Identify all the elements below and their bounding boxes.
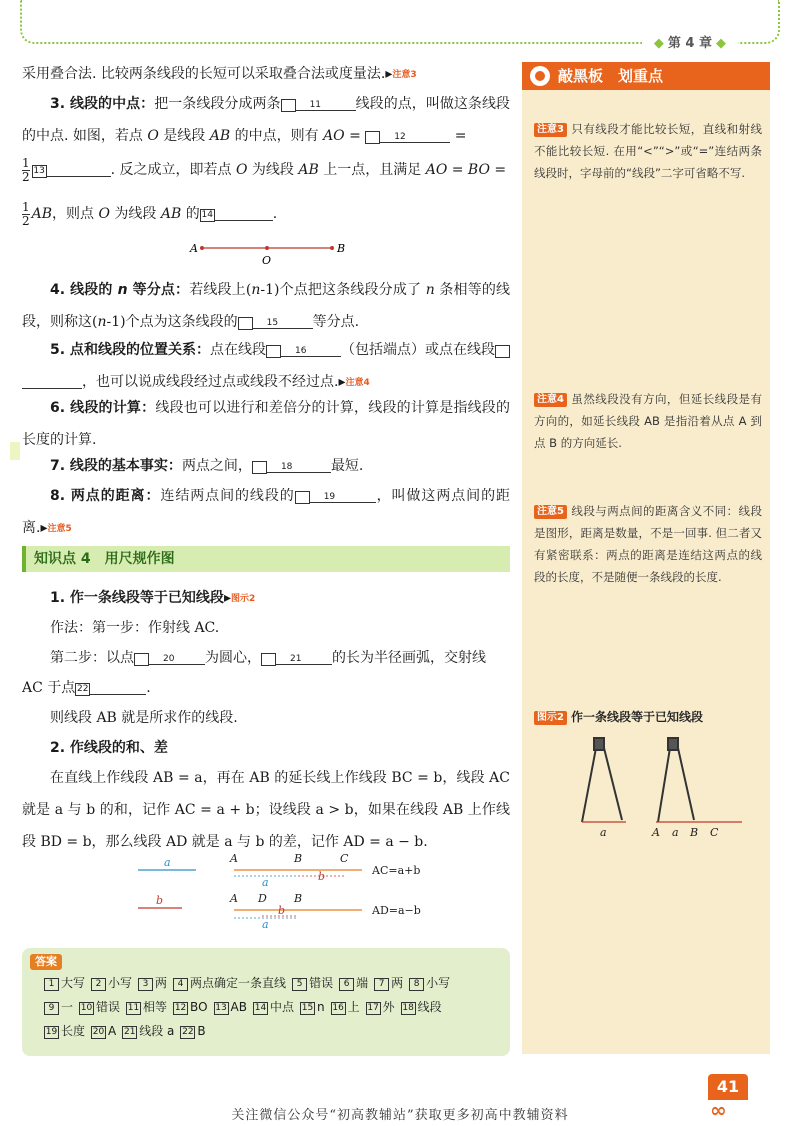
construct-title: 1. 作一条线段等于已知线段▸图示2 (50, 590, 256, 606)
sumdiff-title: 2. 作线段的和、差 (50, 740, 168, 756)
answer-item (173, 998, 207, 1016)
answer-row-3 (44, 1022, 212, 1040)
blank-16[interactable] (281, 341, 341, 357)
answer-text: A (108, 1024, 117, 1038)
label-a: a (164, 856, 171, 869)
sum-diff-figure (122, 848, 442, 928)
answer-box (22, 948, 510, 1056)
side-figure-title: 图示2 作一条线段等于已知线段 (534, 708, 703, 725)
blank-15[interactable] (253, 313, 313, 329)
answer-item (126, 998, 167, 1016)
answer-item (253, 998, 294, 1016)
answer-item (91, 1022, 116, 1040)
answer-item (91, 974, 132, 992)
note-ref-3[interactable]: 注意3 (392, 70, 417, 80)
fig2-B1: B (294, 852, 303, 865)
answer-item (214, 998, 247, 1016)
blank-13[interactable] (47, 161, 111, 177)
answer-tag: 答案 (30, 954, 62, 970)
answer-number: 18 (402, 1003, 414, 1013)
midpoint-line3: $\frac{1}{2}$ 13 . 反之成立，即若点 O 为线段 AB 上一点，且满足 AO = BO = (22, 155, 507, 184)
intro-line: 采用叠合法. 比较两条线段的长短可以采取叠合法或度量法.▸注意3 (22, 66, 417, 82)
construct-step2: 第二步：以点 20 为圆心， 21 的长为半径画弧，交射线 (50, 650, 486, 666)
answer-text: 小写 (426, 976, 451, 990)
fig2-A1: A (230, 852, 238, 865)
answer-number: 3 (138, 978, 153, 991)
fig2-C: C (340, 852, 349, 865)
blank-22[interactable] (90, 679, 146, 695)
chapter-tag: ◆ 第 4 章 ◆ (642, 32, 738, 51)
answer-item (138, 974, 167, 992)
answer-item (44, 998, 73, 1016)
answer-number: 12 (174, 1003, 187, 1013)
fraction-half-2: $\frac{1}{2}$ (22, 199, 30, 228)
answer-number: 7 (374, 978, 389, 991)
compass-label-A: A (652, 826, 660, 839)
answer-number: 13 (215, 1003, 227, 1013)
side-header: 敲黑板 划重点 (522, 62, 770, 90)
side-note-4: 注意4 虽然线段没有方向，但延长线段是有方向的，如延长线段 AB 是指沿着从点 A 到点 B 的方向延长. (534, 392, 762, 450)
answer-item (339, 974, 368, 992)
answer-text: n (316, 1000, 325, 1014)
note-ref-5[interactable]: 注意5 (47, 524, 72, 534)
answer-number: 4 (173, 978, 188, 991)
answer-item (331, 998, 360, 1016)
answer-text: 错误 (96, 1000, 121, 1014)
fig2-b1: b (318, 870, 326, 883)
calc-para: 6. 线段的计算：线段也可以进行和差倍分的计算，线段的计算是指线段的长度的计算. (22, 400, 511, 448)
blank-20[interactable] (149, 649, 205, 665)
label-b: b (156, 894, 164, 907)
answer-item (180, 1022, 205, 1040)
answer-item (79, 998, 120, 1016)
answer-item (122, 1022, 174, 1040)
footer-text: 关注微信公众号“初高教辅站”获取更多初高中教辅资料 (231, 1108, 569, 1123)
answer-number: 2 (91, 978, 106, 991)
compass-label-B: B (690, 826, 699, 839)
answer-item (401, 998, 442, 1016)
answer-item (292, 974, 333, 992)
answer-text: 小写 (108, 976, 133, 990)
answer-text: 上 (347, 1000, 360, 1014)
compass-label-a2: a (672, 826, 679, 839)
page-number: 41 (708, 1074, 748, 1100)
answer-text: 中点 (269, 1000, 294, 1014)
answer-row-2 (44, 998, 448, 1016)
fig2-a2: a (262, 918, 269, 928)
megaphone-icon (530, 66, 550, 86)
blank-21[interactable] (276, 649, 332, 665)
fig2-sum: AC=a+b (372, 864, 421, 877)
blank-18[interactable] (267, 457, 331, 473)
nsplit-para: 4. 线段的 n 等分点：若线段上(n-1)个点把这条线段分成了 n 条相等的线段，则称这(n-1)个点为这条线段的 15 等分点. (22, 282, 511, 330)
fig2-A2: A (230, 892, 238, 905)
answer-number: 9 (44, 1002, 59, 1015)
label-A: A (190, 242, 198, 255)
blank-19[interactable] (310, 487, 376, 503)
answer-text: 两点确定一条直线 (190, 976, 287, 990)
answer-text: 两 (391, 976, 404, 990)
answer-item (44, 974, 85, 992)
answer-item (44, 1022, 85, 1040)
label-B: B (337, 242, 346, 255)
compass-figure (542, 732, 762, 842)
fig2-B2: B (294, 892, 303, 905)
blank-11[interactable] (296, 95, 356, 111)
answer-item (300, 998, 325, 1016)
answer-number: 5 (292, 978, 307, 991)
answer-item (374, 974, 403, 992)
side-note-3: 注意3 只有线段才能比较长短，直线和射线不能比较长短. 在用“<”“>”或“=”连结两条线段时，字母前的“线段”二字可省略不写. (534, 122, 762, 180)
answer-text: 外 (382, 1000, 395, 1014)
compass-label-a1: a (600, 826, 607, 839)
highlight-mark (10, 442, 20, 460)
answer-number: 8 (409, 978, 424, 991)
fig2-b2: b (278, 904, 286, 917)
knowledge-point-4-title: 知识点 4 用尺规作图 (22, 546, 510, 572)
side-column (522, 62, 770, 1054)
sumdiff-para: 在直线上作线段 AB = a，再在 AB 的延长线上作线段 BC = b，线段 AC 就是 a 与 b 的和，记作 AC = a + b；设线段 a > b，如果在线段 AB 上作线段 BD = b，那么线段 AD 就是 a 与 b 的差，记作 AD = a − b. (22, 770, 510, 850)
answer-text: BO (190, 1000, 208, 1014)
blank-17[interactable] (22, 373, 82, 389)
distance-para: 8. 两点的距离：连结两点间的线段的 19 ，叫做这两点间的距离.▸注意5 (22, 488, 511, 536)
fraction-half: $\frac{1}{2}$ (22, 155, 30, 184)
answer-number: 6 (339, 978, 354, 991)
construct-step1: 作法：第一步：作射线 AC. (50, 620, 220, 636)
answer-item (409, 974, 450, 992)
fig2-D: D (258, 892, 267, 905)
side-note-5: 注意5 线段与两点间的距离含义不同：线段是图形，距离是数量，不是一回事. 但二者又有紧密联系：两点的距离是连结这两点的线段的长度，不是随便一条线段的长度. (534, 504, 762, 584)
fact-para: 7. 线段的基本事实：两点之间， 18 最短. (50, 458, 364, 474)
answer-number: 22 (182, 1027, 194, 1037)
segment-figure (182, 238, 382, 268)
answer-text: 大写 (61, 976, 86, 990)
answer-text: 相等 (143, 1000, 168, 1014)
answer-text: 两 (155, 976, 168, 990)
answer-text: AB (230, 1000, 247, 1014)
blank-14[interactable] (215, 205, 273, 221)
fig-ref-2[interactable]: 图示2 (230, 594, 256, 604)
answer-text: 线段 a (139, 1024, 175, 1038)
note-ref-4[interactable]: 注意4 (345, 378, 370, 388)
construct-conclude: 则线段 AB 就是所求作的线段. (50, 710, 238, 726)
answer-number: 20 (92, 1027, 105, 1037)
answer-text: 端 (356, 976, 369, 990)
answer-number: 1 (44, 978, 59, 991)
fig2-diff: AD=a−b (372, 904, 421, 917)
midpoint-line4: $\frac{1}{2}$ AB，则点 O 为线段 AB 的 14 . (22, 199, 278, 228)
answer-number: 17 (367, 1003, 379, 1013)
answer-number: 19 (45, 1027, 58, 1037)
construct-step2-cont: AC 于点 22 . (22, 680, 151, 696)
answer-number: 10 (80, 1003, 93, 1013)
answer-text: 错误 (309, 976, 334, 990)
compass-label-C: C (710, 826, 719, 839)
answer-text: 一 (61, 1000, 74, 1014)
midpoint-para: 3. 线段的中点：把一条线段分成两条 11 线段的点，叫做这条线段的中点. 如图，若点 O 是线段 AB 的中点，则有 AO = 12 = (22, 96, 511, 144)
answer-number: 21 (124, 1027, 136, 1037)
infinity-icon: ∞ (710, 1098, 727, 1122)
answer-item (173, 974, 286, 992)
answer-number: 16 (332, 1003, 344, 1013)
answer-number: 15 (301, 1003, 314, 1013)
fig2-a1: a (262, 876, 269, 889)
answer-number: 11 (127, 1003, 140, 1013)
blank-12[interactable] (380, 127, 450, 143)
answer-text: 长度 (61, 1024, 86, 1038)
answer-text: 线段 (417, 1000, 442, 1014)
relation-para: 5. 点和线段的位置关系：点在线段 16 （包括端点）或点在线段，也可以说成线段经过点或线段不经过点.▸注意4 (22, 334, 510, 399)
answer-row-1 (44, 974, 456, 992)
answer-text: B (197, 1024, 206, 1038)
answer-item (366, 998, 395, 1016)
label-O: O (262, 254, 272, 267)
answer-number: 14 (254, 1003, 267, 1013)
